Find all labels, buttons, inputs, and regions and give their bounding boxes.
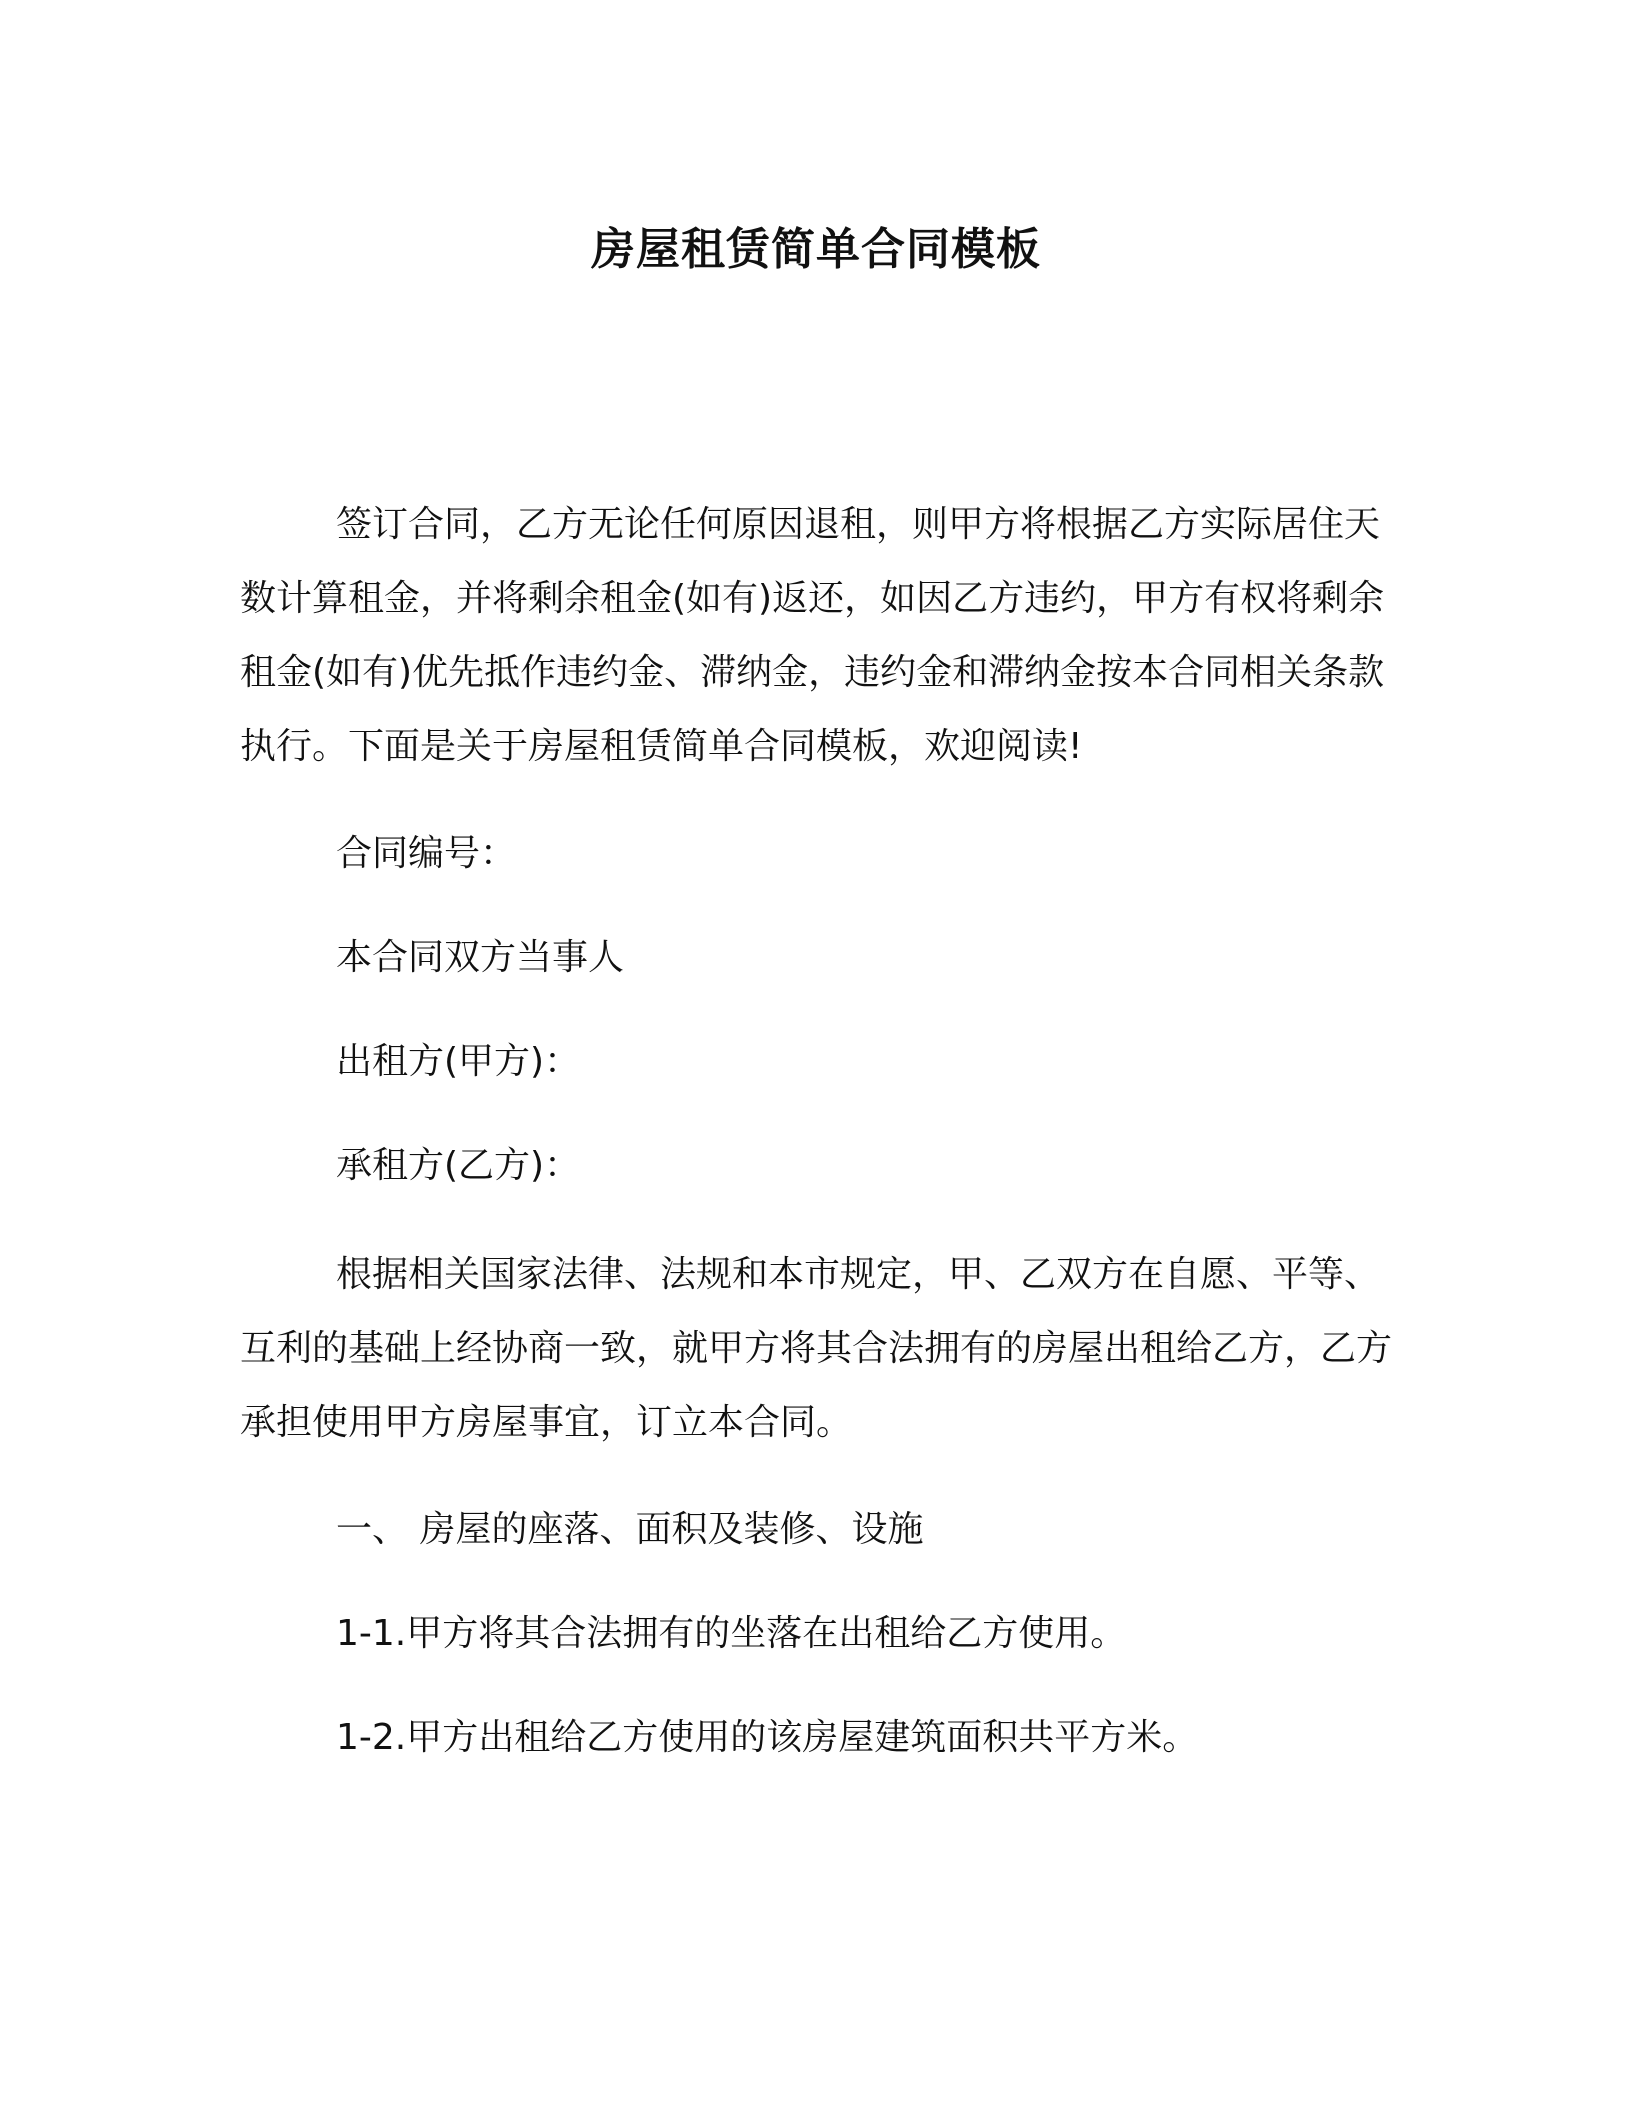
lessor-label: 出租方(甲方)：	[336, 1041, 581, 1082]
parties-heading: 本合同双方当事人	[336, 937, 625, 978]
clause-1-2: 1-2.甲方出租给乙方使用的该房屋建筑面积共平方米。	[336, 1717, 1199, 1758]
lessee-label: 承租方(乙方)：	[336, 1145, 581, 1186]
section-1-heading: 一、 房屋的座落、面积及装修、设施	[336, 1509, 924, 1550]
basis-paragraph: 根据相关国家法律、法规和本市规定，甲、乙双方在自愿、平等、互利的基础上经协商一致，就甲方将其合法拥有的房屋出租给乙方，乙方承担使用甲方房屋事宜，订立本合同。	[240, 1254, 1393, 1443]
intro-paragraph: 签订合同，乙方无论任何原因退租，则甲方将根据乙方实际居住天数计算租金，并将剩余租金(如有)返还，如因乙方违约，甲方有权将剩余租金(如有)优先抵作违约金、滞纳金，违约金和滞纳金按本合同相关条款执行。下面是关于房屋租赁简单合同模板，欢迎阅读!	[240, 504, 1385, 767]
contract-number-label: 合同编号：	[336, 833, 517, 874]
document-title: 房屋租赁简单合同模板	[591, 224, 1041, 275]
clause-1-1: 1-1.甲方将其合法拥有的坐落在出租给乙方使用。	[336, 1613, 1127, 1654]
